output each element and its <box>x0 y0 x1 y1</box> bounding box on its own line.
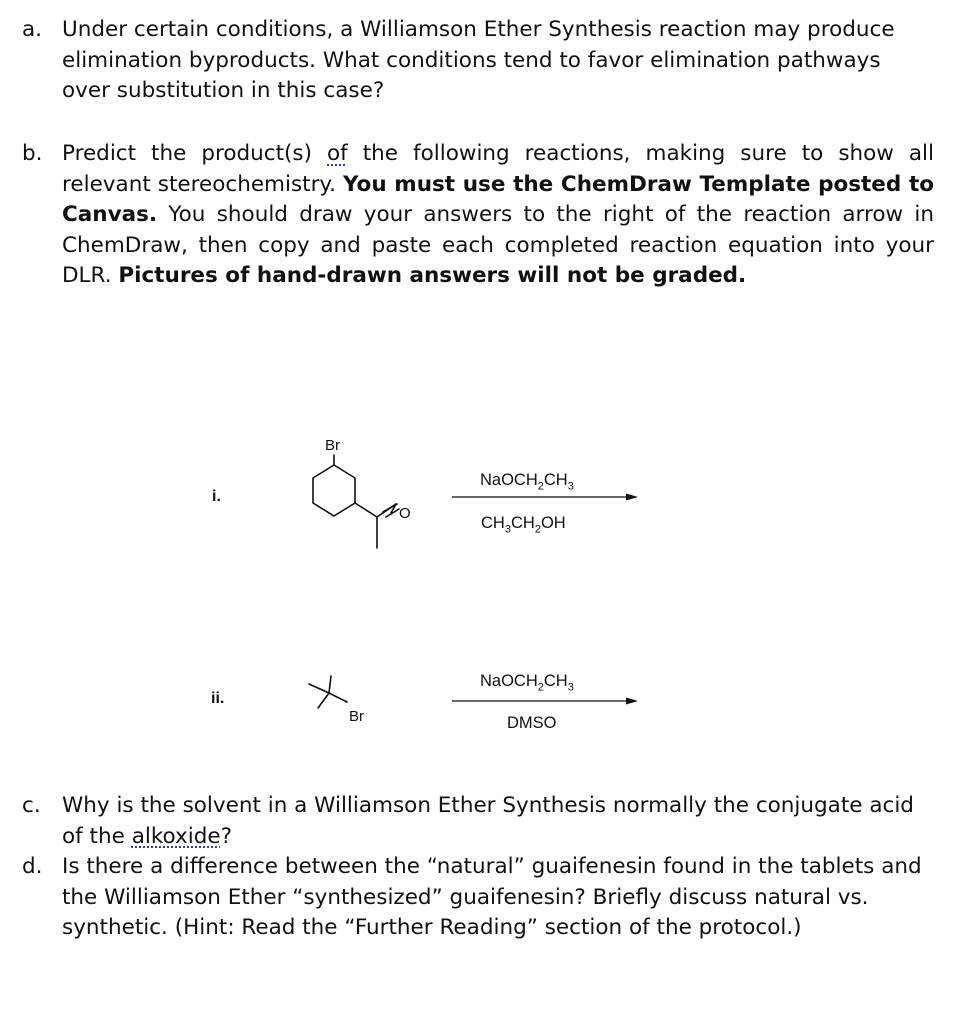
question-d-text: Is there a difference between the “natural” guaifenesin found in the tablets and the Williamson Ether “synthesized” guaifenesin? Briefly discuss natural vs. synthetic. (Hint: Read the “Further Reading” section of the protocol.) <box>62 854 922 940</box>
question-b-text-1: Predict the product(s) <box>62 141 328 166</box>
reagent-i-below-a: CH <box>481 514 505 532</box>
question-c-letter: c. <box>22 793 41 818</box>
cyclohexane-ring <box>313 465 355 516</box>
question-d-letter: d. <box>22 854 43 879</box>
reaction-i-label: i. <box>212 488 221 505</box>
tbu-bond-2 <box>329 676 331 693</box>
reagent-i-above-sub1: 2 <box>537 480 544 493</box>
question-c-text <box>62 791 934 852</box>
question-b-text-3: You should draw your answers to the right of the reaction arrow in ChemDraw, then copy and paste each completed reaction equation into your DLR. <box>62 202 934 288</box>
reaction-ii-reagent-above <box>480 672 574 693</box>
reagent-i-below-b: CH <box>510 514 535 532</box>
question-c-text-1: Why is the solvent in a Williamson Ether Synthesis normally the conjugate acid of the <box>62 793 914 849</box>
reaction-i-arrowhead <box>626 494 638 501</box>
tbu-bond-3 <box>318 693 329 708</box>
question-b-of-word: of <box>327 141 348 166</box>
reagent-ii-above-sub2: 3 <box>567 681 574 694</box>
question-a-text: Under certain conditions, a Williamson Ether Synthesis reaction may produce elimination byproducts. What conditions tend to favor elimination pathways over substitution in this case? <box>62 17 895 103</box>
ring-alpha-bond <box>355 503 377 517</box>
question-b-bold-template: You must use the ChemDraw Template posted to Canvas. <box>62 171 934 227</box>
tbu-bond-1 <box>309 684 329 693</box>
reagent-i-below-sub2: 2 <box>534 523 541 536</box>
reagent-ii-above-main: NaOCH <box>480 672 538 690</box>
reagent-ii-above-sub1: 2 <box>537 681 544 694</box>
question-b-text-2: the following reactions, making sure to show all relevant stereochemistry. <box>62 141 935 197</box>
question-d <box>22 852 934 944</box>
reagent-i-below-c: OH <box>540 514 566 532</box>
tbu-c-br-bond <box>329 693 347 702</box>
oxygen-atom-label: O <box>399 505 411 522</box>
reaction-ii-reagent-below: DMSO <box>507 714 557 732</box>
reagent-ii-above-mid: CH <box>543 672 568 690</box>
bromine-atom-label: Br <box>325 437 340 454</box>
reagent-i-above-sub2: 3 <box>567 480 574 493</box>
question-c <box>22 791 934 852</box>
reagent-i-below-sub1: 3 <box>504 523 511 536</box>
question-a-letter: a. <box>22 17 43 42</box>
reaction-ii-label: ii. <box>211 690 225 707</box>
question-c-alkoxide-word: alkoxide <box>131 823 221 849</box>
reaction-i-reagent-below <box>481 514 566 535</box>
question-c-text-2: ? <box>220 823 233 849</box>
question-b-letter: b. <box>22 141 43 166</box>
question-b-bold-handdrawn: Pictures of hand-drawn answers will not be graded. <box>118 263 747 288</box>
reagent-i-above-main: NaOCH <box>480 471 538 489</box>
tbu-bromine-atom-label: Br <box>349 708 364 725</box>
reagent-i-above-mid: CH <box>543 471 568 489</box>
reaction-i-reagent-above <box>480 471 574 492</box>
reaction-ii-arrowhead <box>626 698 638 705</box>
